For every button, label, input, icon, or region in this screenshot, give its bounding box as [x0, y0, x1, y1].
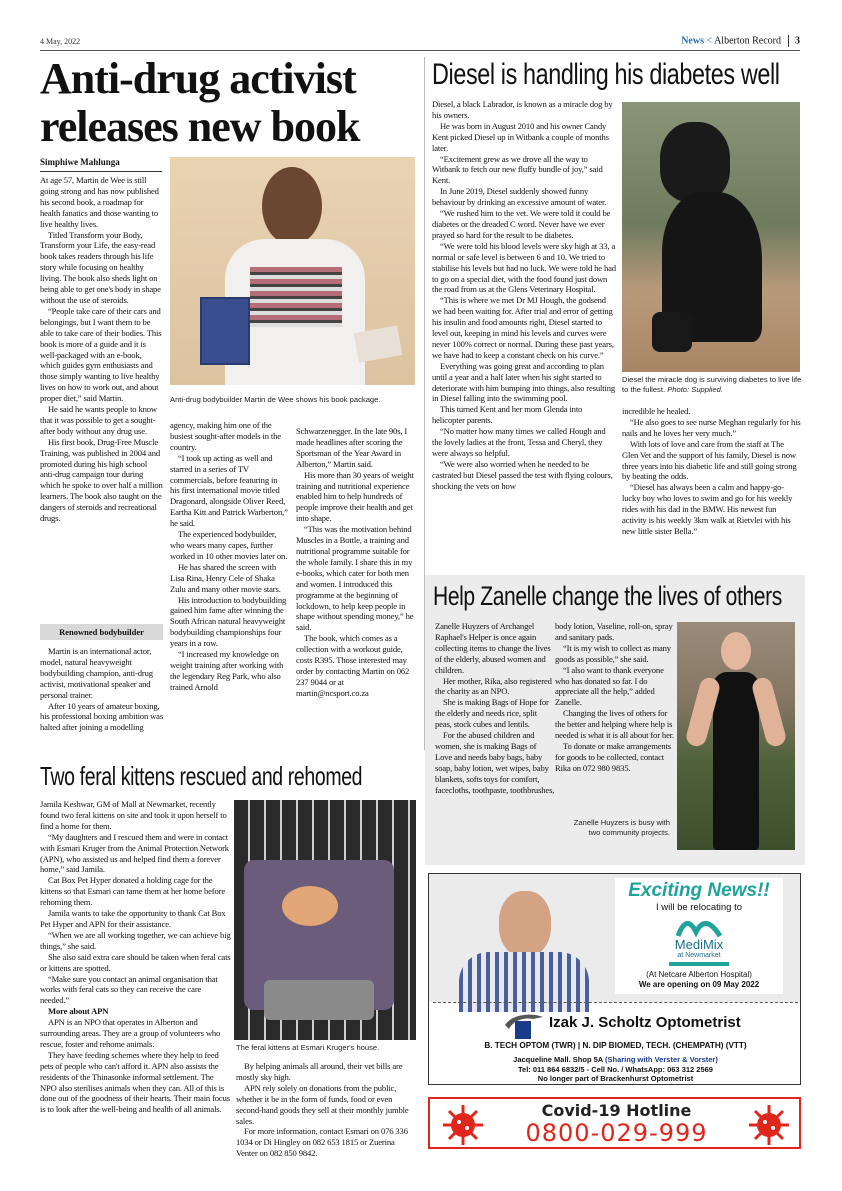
- paragraph: His more than 30 years of weight training and nutritional experience enabled him to help hundreds of people improve their health and get into shape.: [296, 469, 414, 524]
- zanelle-photo-caption: Zanelle Huyzers is busy with two community projects.: [573, 818, 670, 837]
- covid-hotline-ad: [428, 1097, 801, 1149]
- paragraph: agency, making him one of the busiest sought-after models in the country.: [170, 420, 281, 452]
- paragraph: Jamila wants to take the opportunity to thank Cat Box Pet Hyper and APN for their assistance.: [40, 908, 226, 929]
- relocation-box: [615, 878, 783, 994]
- diesel-photo-caption: [622, 375, 802, 395]
- covid-title: Covid-19 Hotline: [541, 1101, 692, 1120]
- paragraph: “Diesel has always been a calm and happy-go-lucky boy who loves to swim and go for his weekly rides with his dad in the BMW. His newest fun activity is his weekly 3km walk at Rietvlei with his new little sister Bella.”: [622, 482, 793, 536]
- paragraph: Jamila Keshwar, GM of Mall at Newmarket, recently found two feral kittens on site and took it upon herself to find a home for them.: [40, 799, 227, 831]
- kittens-photo: [234, 800, 416, 1040]
- address-note: (Sharing with Verster & Vorster): [605, 1055, 718, 1064]
- paragraph: Zanelle Huyzers of Archangel Raphael's Helper is once again collecting items to change the lives of the elderly, abused women and children.: [435, 621, 551, 675]
- publication-name: Alberton Record: [714, 35, 781, 47]
- brackenhurst-note: No longer part of Brackenhurst Optometrist: [537, 1074, 694, 1083]
- section-separator: <: [706, 35, 713, 47]
- paragraph: “No matter how many times we called Hough and the lovely ladies at the front, Tessa and Cheryl, they were always so helpful.: [432, 426, 606, 458]
- paragraph: “I also want to thank everyone who has donated so far. I do appreciate all the help,” added Zanelle.: [555, 664, 664, 708]
- paragraph: “When we are all working together, we can achieve big things,” she said.: [40, 929, 231, 951]
- paragraph: incredible he healed.: [622, 406, 691, 416]
- eye-logo-icon: [503, 1013, 543, 1039]
- paragraph: APN rely solely on donations from the public, whether it be in the form of funds, food or even second-hand goods they sell at their monthly jumble sales.: [236, 1082, 409, 1126]
- qualifications: B. TECH OPTOM (TWR) | N. DIP BIOMED, TECH. (CHEMPATH) (VTT): [484, 1041, 747, 1050]
- paragraph: Cat Box Pet Hyper donated a holding cage for the kittens so that Esmari can tame them at her home before rehoming them.: [40, 875, 226, 908]
- paragraph: For more information, contact Esmari on 076 336 1034 or Di Hingley on 082 653 1815 or Zuerina Venter on 082 850 9842.: [236, 1126, 408, 1159]
- address-line: [429, 1055, 801, 1064]
- zanelle-column-1: [435, 621, 555, 796]
- paragraph: His introduction to bodybuilding gained him fame after winning the South African natural heavyweight bodybuilding championships four years in a row.: [170, 594, 287, 649]
- address: Jacqueline Mall. Shop 5A: [513, 1055, 603, 1064]
- paragraph: After 10 years of amateur boxing, his professional boxing ambition was halted after joining a modelling: [40, 700, 164, 733]
- paragraph: “We were also worried when he needed to be castrated but Diesel passed the test with flying colours, shocking the vets on how: [432, 458, 613, 491]
- business-name: Izak J. Scholtz Optometrist: [549, 1014, 741, 1031]
- diesel-headline-text: Diesel is handling his diabetes well: [432, 58, 780, 91]
- book-column-1: [40, 175, 163, 524]
- kittens-column-2: [236, 1061, 418, 1159]
- paragraph: His first book, Drug-Free Muscle Training, was published in 2004 and promoted during his high school anti-drug campaign tour during which he spoke to over half a million learners. The book also taught on the dangers of steroids and recreational drugs.: [40, 436, 163, 524]
- medimix-sub: at Newmarket: [677, 952, 721, 959]
- book-headline-line2: releases new book: [40, 102, 360, 151]
- martin-photo-caption: Anti-drug bodybuilder Martin de Wee shows his book package.: [170, 395, 381, 404]
- covid-number: 0800-029-999: [525, 1119, 708, 1147]
- diesel-column-1: [432, 99, 617, 492]
- medimix-logo-icon: [676, 918, 722, 938]
- subheading-renowned: Renowned bodybuilder: [40, 624, 163, 640]
- caption-text: Diesel the miracle dog is surviving diabetes to live life to the fullest.: [622, 375, 802, 394]
- optometrist-ad: [428, 873, 801, 1085]
- section-name: News: [681, 35, 704, 47]
- paragraph: “People take care of their cars and belongings, but I want them to be able to take care of their bodies. This book is more of a guide and it is well-packaged with an e-book, which guides gym enthusiasts and those simply wanting to live healthy lives on how to work out, and about proper diet,” said Martin.: [40, 305, 162, 404]
- kittens-column-1: [40, 799, 232, 1115]
- paragraph: He said he wants people to know that it was possible to get a sought-after body without any drug use.: [40, 404, 157, 436]
- paragraph: For the abused children and women, she is making Bags of Love and needs baby bags, baby soap, baby lotion, wet wipes, baby blankets, softs toys for comfort, facecloths, toothpaste, toothbrushes,: [435, 730, 555, 795]
- issue-date: 4 May, 2022: [40, 37, 81, 46]
- zanelle-headline: [433, 580, 813, 614]
- paragraph: “We were told his blood levels were sky high at 33, a normal or safe level is between 6 and 10. We tried to stabilise his levels but had no luck. We were told he had to go on a special diet, with the food found just down the road from us at the Glens Veterinary Hospital.: [432, 240, 616, 295]
- paragraph: By helping animals all around, their vet bills are mostly sky high.: [236, 1061, 403, 1082]
- paragraph: Titled Transform your Body, Transform your Life, the easy-read book takes readers through his life story while focusing on healthy living. The book also sheds light on being able to get one's body in shape without the use of steroids.: [40, 229, 161, 305]
- paragraph: Schwarzenegger. In the late 90s, I made headlines after scoring the Sportsman of the Year Award in Alberton,” Martin said.: [296, 426, 408, 469]
- zanelle-column-2: [555, 621, 675, 774]
- paragraph: Her mother, Rika, also registered the charity as an NPO.: [435, 675, 552, 697]
- paragraph: “Make sure you contact an animal organisation that works with feral cats so they can receive the care needed.”: [40, 973, 218, 1006]
- paragraph: Diesel, a black Labrador, is known as a miracle dog by his owners.: [432, 99, 613, 120]
- paragraph: APN is an NPO that operates in Alberton and surrounding areas. They are a group of volunteers who rescue, foster and rehome animals.: [40, 1017, 221, 1049]
- paragraph: With lots of love and care from the staff at The Glen Vet and the support of his family, Diesel is now three years into his diabetic life and still going strong by beating the odds.: [622, 438, 797, 482]
- diesel-photo: [622, 102, 800, 372]
- paragraph: The experienced bodybuilder, who wears many capes, further worked in 10 other movies later on.: [170, 529, 288, 561]
- contact-line: Tel: 011 864 6832/5 - Cell No. / WhatsApp: 063 312 2569: [518, 1065, 713, 1074]
- paragraph: He was born in August 2010 and his owner Candy Kent picked Diesel up in Witbank a couple of months later.: [432, 120, 609, 153]
- paragraph: At age 57, Martin de Wee is still going strong and has now published his second book, a roadmap for health fanatics and those wanting to live healthy lives.: [40, 175, 159, 229]
- zanelle-headline-text: Help Zanelle change the lives of others: [433, 581, 782, 611]
- optometrist-photo: [459, 886, 589, 1006]
- paragraph: To donate or make arrangements for goods to be collected, contact Rika on 072 980 9835.: [555, 740, 672, 773]
- paragraph: He has shared the screen with Lisa Rina, Henry Cele of Shaka Zulu and many other movie stars.: [170, 561, 281, 594]
- paragraph: “Excitement grew as we drove all the way to Witbank to fetch our new fluffy bundle of joy,” said Kent.: [432, 153, 603, 186]
- exciting-news: Exciting News!!: [628, 880, 770, 901]
- paragraph: “We rushed him to the vet. We were told it could be diabetes or the dreaded C word. Never have we ever prayed so hard for the result to be diabetes.: [432, 208, 611, 240]
- paragraph: “This is where we met Dr MJ Hough, the godsend we had been waiting for. After trial and error of getting his insulin and food amounts right, Diesel started to level out, keeping in mind his levels and curves were never 100% correct or normal. During these past years, we have had to keep a constant check on his curve.”: [432, 295, 614, 360]
- book-column-1-cont: [40, 646, 163, 733]
- virus-icon: [746, 1103, 792, 1147]
- paragraph: Everything was going great and according to plan until a year and a half later when his sight started to deteriorate with him bumping into things, also resulting in Diesel falling into the swimming pool.: [432, 360, 616, 404]
- subheading-apn: More about APN: [48, 1006, 109, 1017]
- paragraph: “My daughters and I rescued them and were in contact with Esmari Kruger from the Animal Protection Network (APN), who assisted us and helped find them a forever home,” said Jamila.: [40, 831, 229, 875]
- kittens-headline-text: Two feral kittens rescued and rehomed: [40, 761, 363, 791]
- book-headline: [40, 55, 420, 151]
- kittens-headline: [40, 760, 420, 794]
- page-number: 3: [795, 35, 800, 47]
- paragraph: “I increased my knowledge on weight training after working with the legendary Reg Park, who also trained Arnold: [170, 649, 284, 692]
- paragraph: “I took up acting as well and starred in a series of TV commercials, before featuring in his first international movie titled Dragonard, alongside Oliver Reed, Eartha Kitt and Patrick Warberton,” he said.: [170, 452, 288, 529]
- paragraph: body lotion, Vaseline, roll-on, spray and sanitary pads.: [555, 621, 673, 642]
- opening-date: We are opening on 09 May 2022: [638, 980, 760, 989]
- photo-credit: Photo: Supplied.: [667, 385, 723, 394]
- paragraph: “He also goes to see nurse Meghan regularly for his nails and he loves her very much.”: [622, 416, 801, 438]
- diesel-column-2: [622, 406, 802, 537]
- paragraph: In June 2019, Diesel suddenly showed funny behaviour by drinking an excessive amount of water.: [432, 186, 607, 208]
- section-label: [681, 35, 800, 47]
- relocating-text: I will be relocating to: [655, 902, 743, 913]
- paragraph: This turned Kent and her mom Glenda into helicopter parents.: [432, 404, 583, 426]
- paragraph: The book, which comes as a collection with a workout guide, costs R395. Those interested may order by contacting Martin on 062 237 9044 or at martin@ncsport.co.za: [296, 633, 410, 698]
- paragraph: “It is my wish to collect as many goods as possible,” she said.: [555, 642, 671, 664]
- kittens-photo-caption: The feral kittens at Esmari Kruger's house.: [236, 1043, 380, 1052]
- paragraph: Changing the lives of others for the better and helping where help is needed is what it is all about for her.: [555, 708, 674, 741]
- zanelle-photo: [677, 622, 795, 850]
- book-column-2: [170, 420, 288, 693]
- medimix-name: MediMix: [674, 937, 724, 952]
- page-header: [40, 34, 800, 51]
- paragraph: Martin is an international actor, model, natural heavyweight bodybuilding champion, anti-drug activist, motivational speaker and personal trainer.: [40, 646, 153, 700]
- byline: Simphiwe Mahlunga: [40, 157, 162, 172]
- diesel-headline: [432, 58, 812, 94]
- hospital-location: (At Netcare Alberton Hospital): [646, 970, 752, 979]
- paragraph: “This was the motivation behind Muscles in a Bottle, a training and nutritional programme suitable for the whole family. I share this in my e-books, which cater for both men and women. I introduced this programme at the beginning of lockdown, to help keep people in shape without spending money,” he said.: [296, 524, 414, 633]
- paragraph: She also said extra care should be taken when feral cats or kittens are spotted.: [40, 951, 231, 973]
- paragraph: She is making Bags of Hope for the elderly and needs rice, split peas, stock cubes and lentils.: [435, 697, 549, 730]
- book-column-3: [296, 426, 416, 699]
- paragraph: They have feeding schemes where they help to feed pets of people who can't afford it. APN also assists the residents of the Thinasonke informal settlement. The NPO also sterilises animals when they can. All of this is done out of the goodness of their hearts. Their main focus is to look after the well-being and health of all animals.: [40, 1049, 230, 1115]
- martin-photo: [170, 157, 415, 385]
- book-headline-line1: Anti-drug activist: [40, 54, 356, 103]
